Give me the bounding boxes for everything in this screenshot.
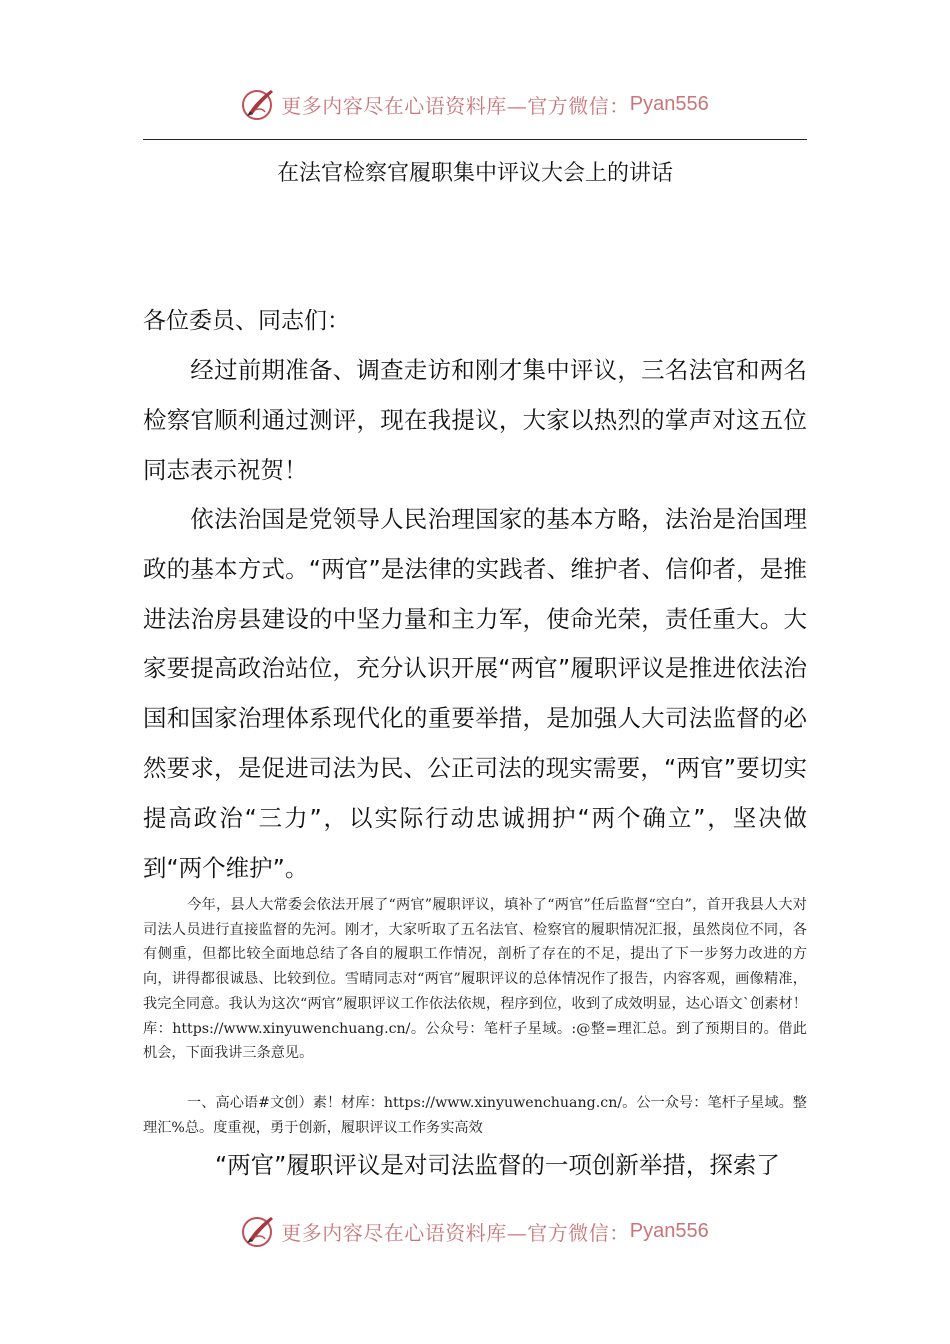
salutation: 各位委员、同志们： bbox=[143, 308, 350, 334]
paragraph-congratulations bbox=[143, 346, 807, 495]
banner-text: 更多内容尽在心语资料库—官方微信： bbox=[281, 93, 630, 118]
paragraph-text: 今年，县人大常委会依法开展了“两官”履职评议，填补了“两官”任后监督“空白”，首开我县人大对司法人员进行直接监督的先河。刚才，大家听取了五名法官、检察官的履职情况汇报，虽然岗位不同，各有侧重，但都比较全面地总结了各自的履职工作情况，剖析了存在的不足，提出了下一步努力改进的方向，讲得都很诚恳、比较到位。雪晴同志对“两官”履职评议的总体情况作了报告，内容客观，画像精准，我完全同意。我认为这次“两官”履职评议工作依法依规，程序到位，收到了成效明显，达心语文`创素材！库：https://www.xinyuwenchuang.cn/。公众号：笔杆子星域。:@整=理汇总。到了预期目的。借此机会，下面我讲三条意见。 bbox=[143, 897, 807, 1062]
header-banner bbox=[0, 84, 950, 124]
footer-banner bbox=[0, 1211, 950, 1251]
section-heading-one bbox=[143, 1091, 807, 1140]
paragraph-rule-of-law bbox=[143, 495, 807, 893]
wechat-id: Pyan556 bbox=[629, 1219, 709, 1242]
document-title: 在法官检察官履职集中评议大会上的讲话 bbox=[276, 161, 673, 186]
pen-logo-icon bbox=[241, 1213, 277, 1249]
paragraph-innovation bbox=[143, 1141, 807, 1191]
paragraph-text: 依法治国是党领导人民治理国家的基本方略，法治是治国理政的基本方式。“两官”是法律的实践者、维护者、信仰者，是推进法治房县建设的中坚力量和主力军，使命光荣，责任重大。大家要提高政治站位，充分认识开展“两官”履职评议是推进依法治国和国家治理体系现代化的重要举措，是加强人大司法监督的必然要求，是促进司法为民、公正司法的现实需要，“两官”要切实提高政治“三力”，以实际行动忠诚拥护“两个确立”，坚决做到“两个维护”。 bbox=[143, 505, 807, 882]
paragraph-text: 经过前期准备、调查走访和刚才集中评议，三名法官和两名检察官顺利通过测评，现在我提议，大家以热烈的掌声对这五位同志表示祝贺！ bbox=[143, 356, 807, 484]
pen-logo-icon bbox=[241, 86, 277, 122]
banner-text: 更多内容尽在心语资料库—官方微信： bbox=[281, 1220, 630, 1245]
paragraph-text: “两官”履职评议是对司法监督的一项创新举措，探索了 bbox=[215, 1151, 780, 1179]
paragraph-evaluation-review bbox=[143, 893, 807, 1066]
paragraph-text: 一、高心语#文创）素！材库：https://www.xinyuwenchuang.cn/。公一众号：笔杆子星域。整理汇%总。度重视，勇于创新，履职评议工作务实高效 bbox=[143, 1095, 807, 1136]
wechat-id: Pyan556 bbox=[629, 92, 709, 115]
header-divider bbox=[143, 139, 807, 140]
